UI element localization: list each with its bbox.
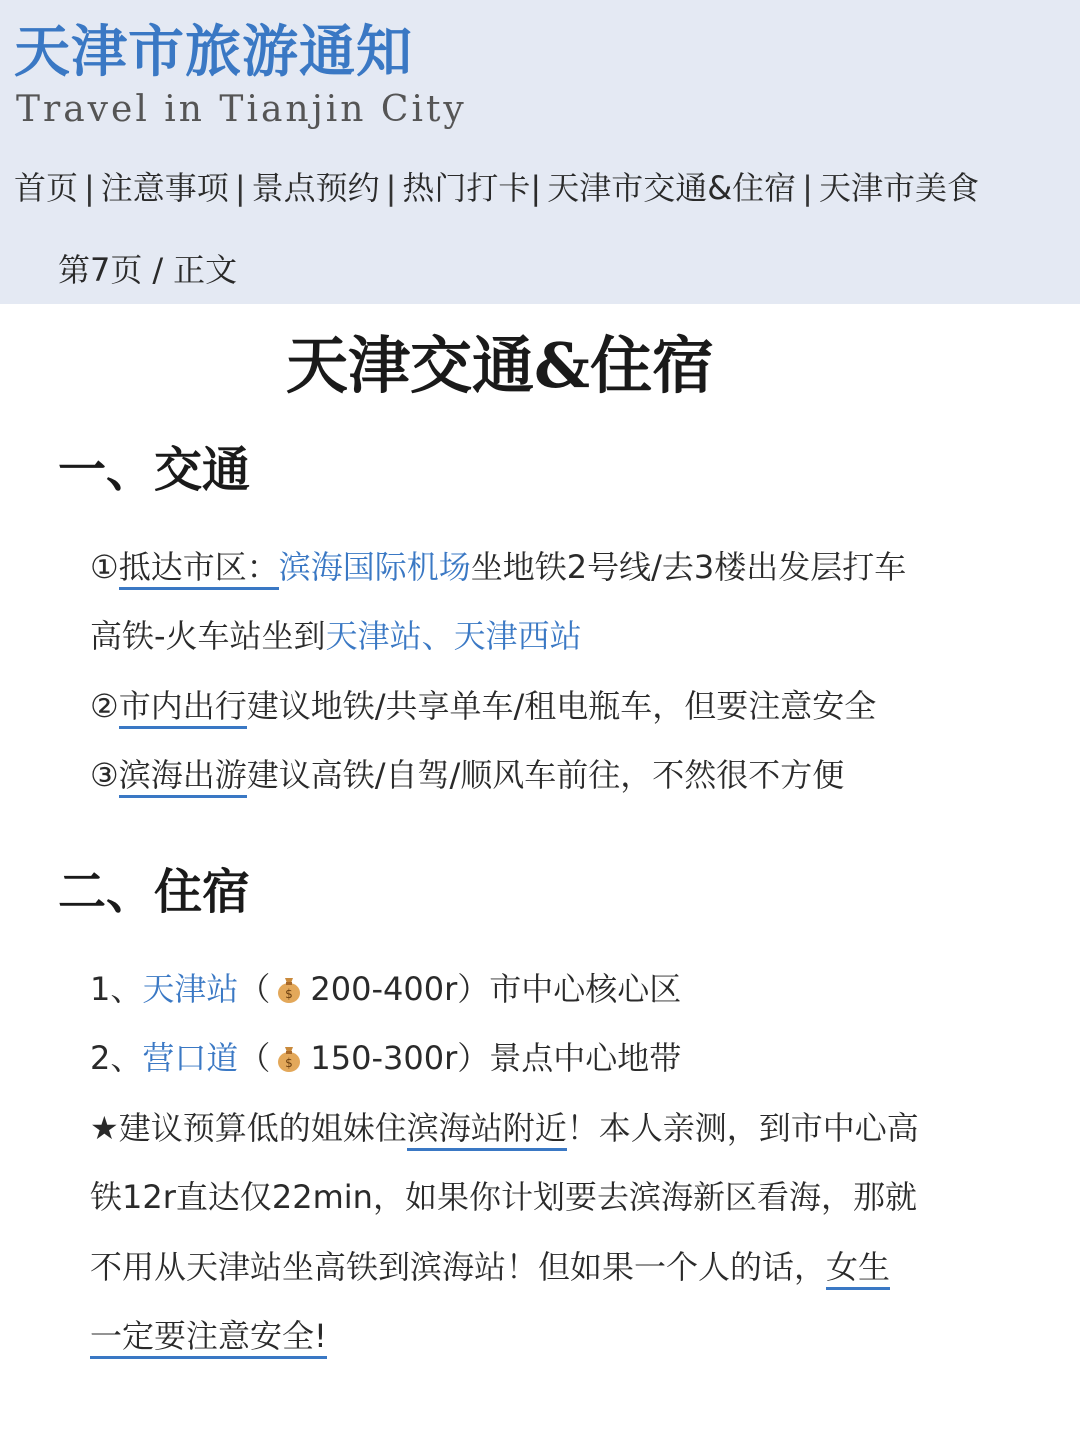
breadcrumb-page[interactable]: 第7页 [58, 251, 143, 289]
item-label: 滨海出游 [119, 756, 247, 798]
section-heading-transport: 一、交通 [58, 442, 251, 498]
transport-item-1-line2 [90, 613, 582, 659]
item-label: 抵达市区： [119, 548, 279, 590]
lodging-item-1 [90, 966, 681, 1012]
breadcrumb-current: 正文 [173, 251, 238, 289]
nav-item-booking[interactable]: 景点预约 [251, 169, 380, 207]
paren-open: （ [238, 1039, 271, 1077]
nav-item-food[interactable]: 天津市美食 [818, 169, 979, 207]
nav-separator: | [385, 169, 397, 207]
transport-item-2 [90, 683, 876, 729]
site-title: 天津市旅游通知 [14, 20, 413, 85]
page-title: 天津交通&住宿 [286, 329, 714, 402]
tip-text: 不用从天津站坐高铁到滨海站！但如果一个人的话， [90, 1248, 827, 1286]
tip-text: ★建议预算低的姐妹住 [90, 1109, 407, 1147]
item-text: 建议高铁/自驾/顺风车前往，不然很不方便 [246, 756, 845, 794]
tip-text: 铁12r直达仅22min，如果你计划要去滨海新区看海，那就 [90, 1178, 917, 1216]
tip-highlight: 一定要注意安全! [90, 1317, 327, 1359]
tip-text: ！本人亲测，到市中心高 [566, 1109, 919, 1147]
item-number: 1、 [90, 970, 143, 1008]
tip-line-3 [90, 1244, 890, 1290]
nav-separator: | [802, 169, 813, 207]
item-text: 高铁-火车站坐到 [90, 617, 326, 655]
airport-link[interactable]: 滨海国际机场 [278, 548, 471, 586]
tip-highlight: 滨海站附近 [407, 1109, 567, 1151]
item-text: 建议地铁/共享单车/租电瓶车，但要注意安全 [246, 687, 877, 725]
lodging-item-2 [90, 1035, 681, 1081]
area-desc: 市中心核心区 [489, 970, 682, 1008]
item-text: 坐地铁2号线/去3楼出发层打车 [470, 548, 907, 586]
price-range: 150-300r） [310, 1039, 490, 1077]
item-number: 2、 [90, 1039, 143, 1077]
nav-bar [14, 166, 979, 210]
price-range: 200-400r） [310, 970, 490, 1008]
item-marker: ③ [90, 756, 119, 794]
nav-item-hotspots[interactable]: 热门打卡 [402, 169, 531, 207]
money-bag-icon [274, 974, 304, 1004]
svg-text:$: $ [285, 987, 294, 1001]
section-heading-lodging: 二、住宿 [58, 864, 251, 920]
station-link[interactable]: 天津站、天津西站 [325, 617, 582, 655]
nav-item-notes[interactable]: 注意事项 [100, 169, 229, 207]
transport-item-3 [90, 752, 844, 798]
hotel-area-link[interactable]: 天津站 [142, 970, 239, 1008]
tip-line-1 [90, 1105, 919, 1151]
item-label: 市内出行 [119, 687, 247, 729]
nav-item-transport-lodging[interactable]: 天津市交通&住宿 [547, 169, 797, 207]
nav-item-home[interactable]: 首页 [14, 169, 79, 207]
nav-separator: | [234, 169, 246, 207]
area-desc: 景点中心地带 [489, 1039, 682, 1077]
svg-text:$: $ [285, 1056, 294, 1070]
nav-separator: | [84, 169, 95, 207]
transport-item-1 [90, 544, 906, 590]
money-bag-icon [274, 1043, 304, 1073]
tip-highlight: 女生 [826, 1248, 890, 1290]
paren-open: （ [238, 970, 271, 1008]
tip-line-4 [90, 1313, 327, 1359]
breadcrumb-separator: / [152, 251, 164, 289]
nav-separator: | [530, 169, 542, 207]
item-marker: ② [90, 687, 119, 725]
item-marker: ① [90, 548, 119, 586]
hotel-area-link[interactable]: 营口道 [142, 1039, 239, 1077]
breadcrumb [0, 238, 1080, 304]
site-subtitle: Travel in Tianjin City [16, 89, 467, 130]
tip-line-2 [90, 1174, 917, 1220]
